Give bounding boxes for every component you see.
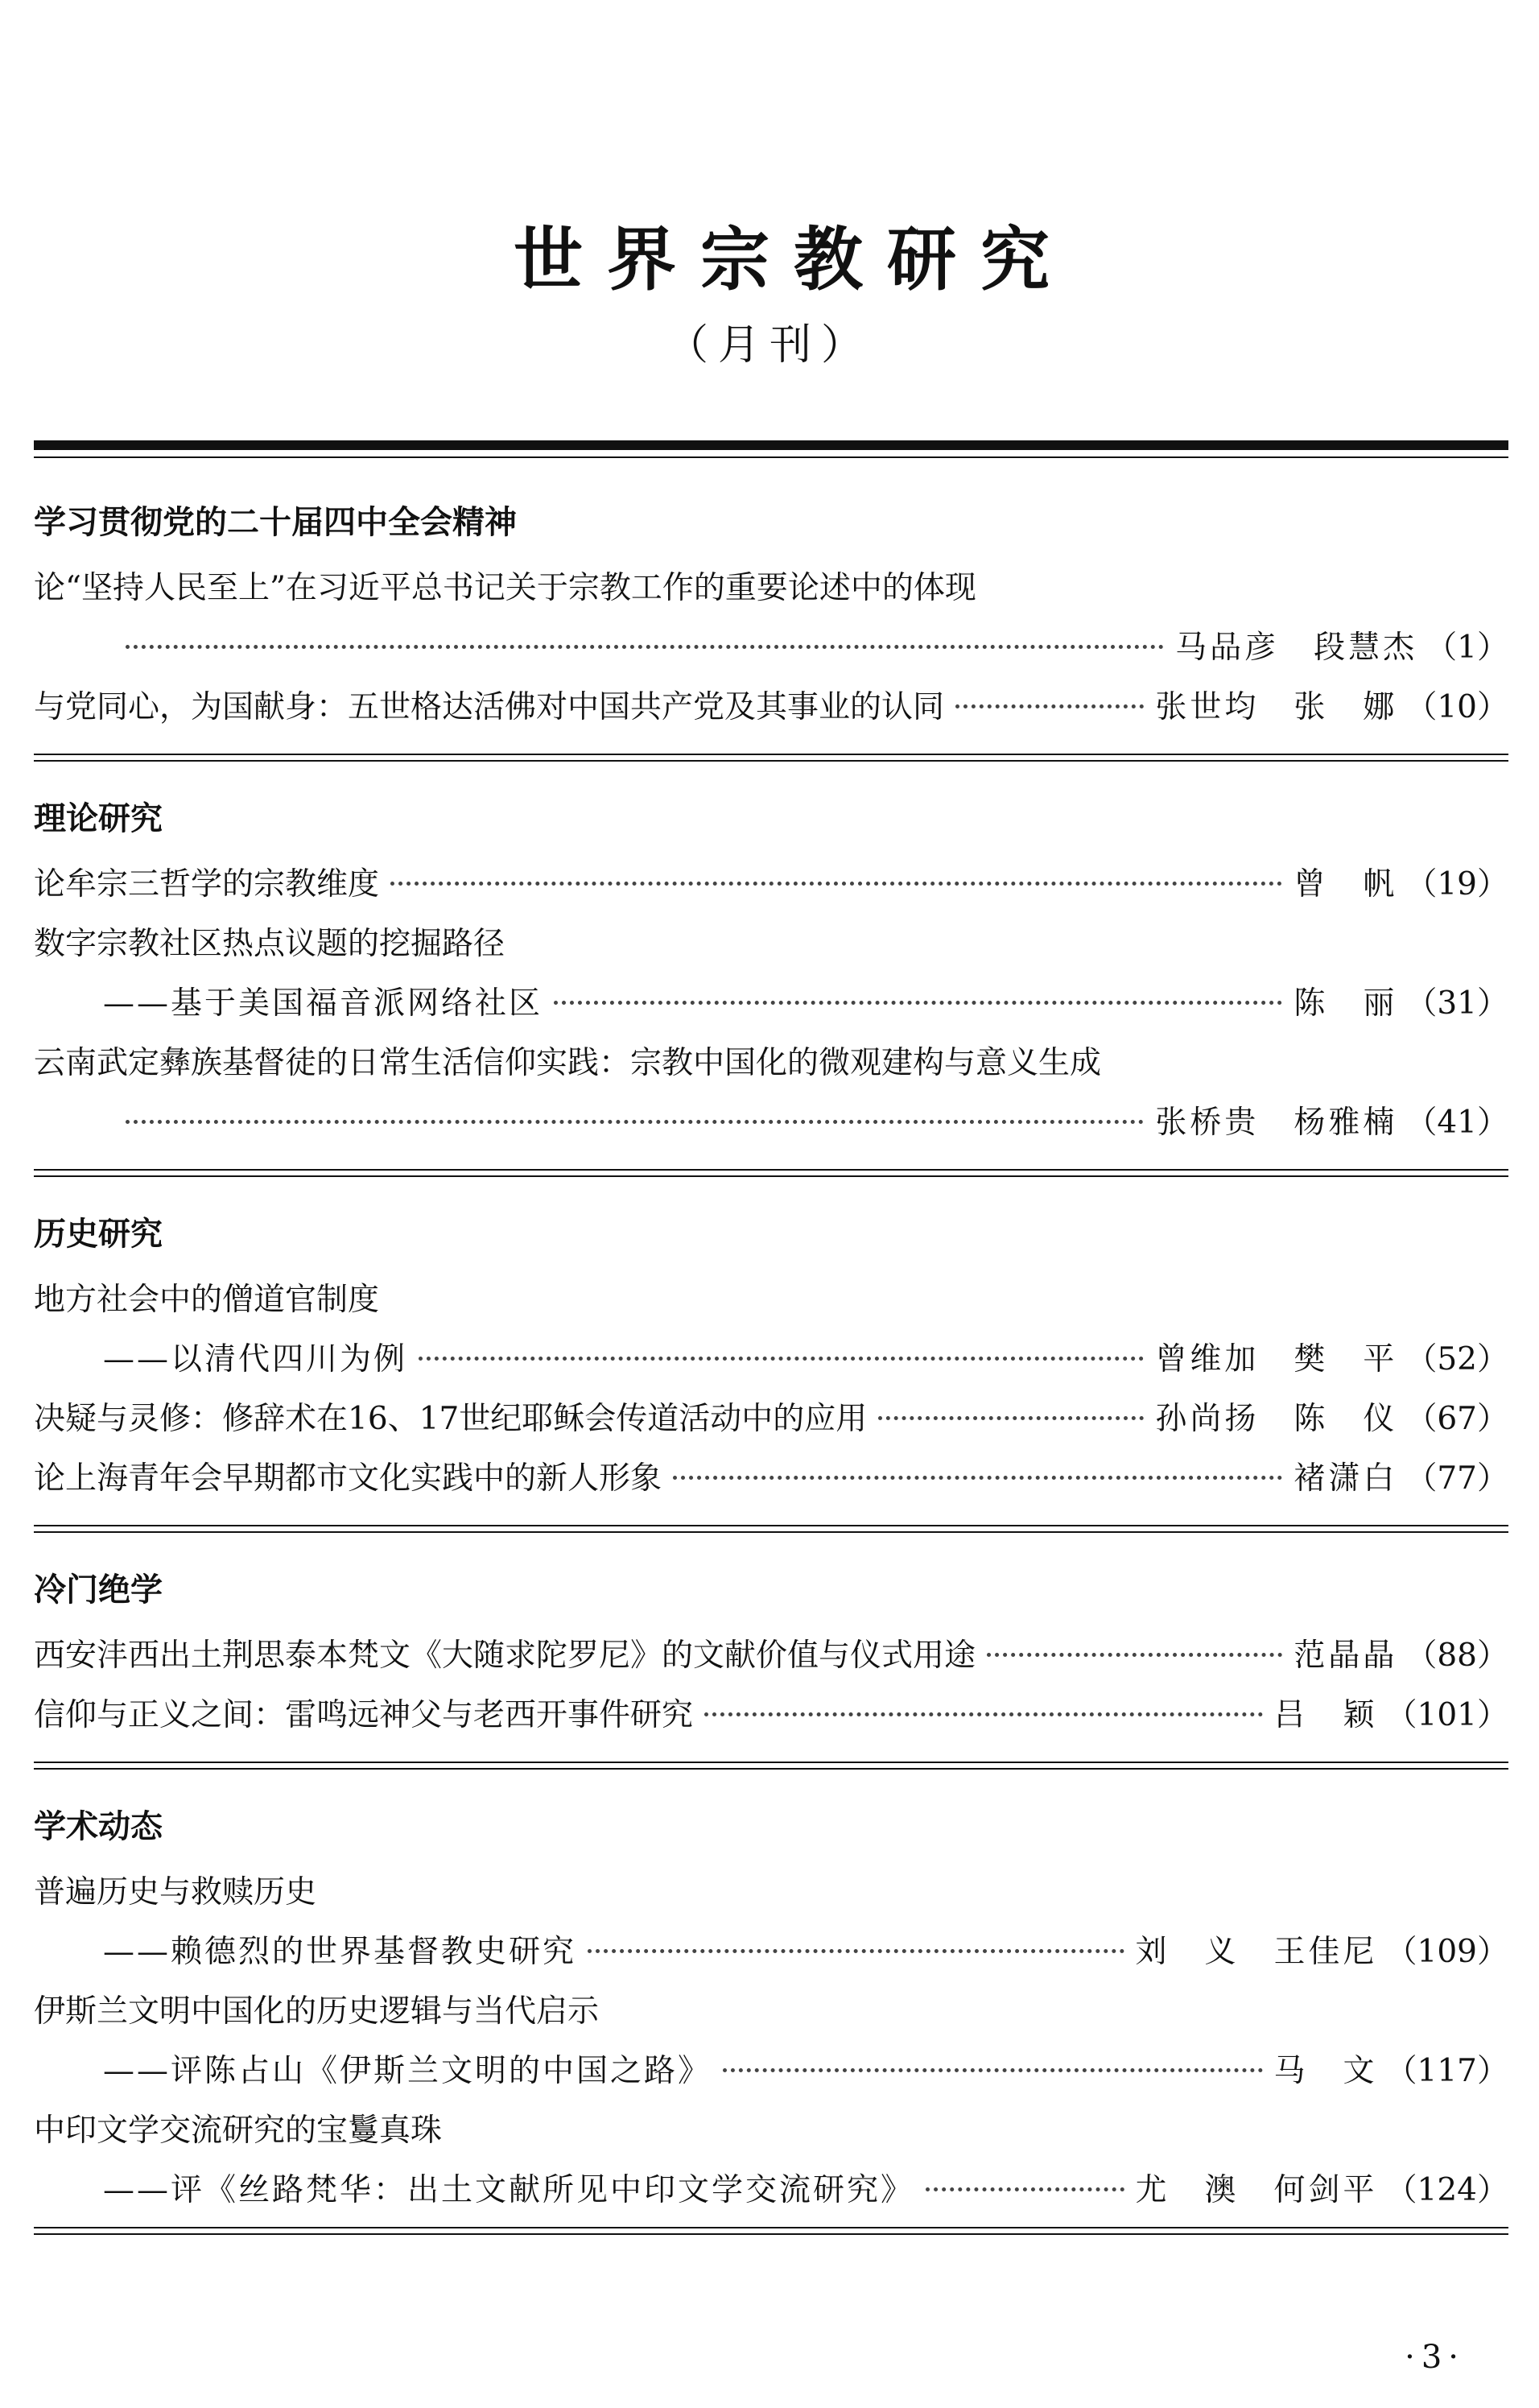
dot-leader [588, 1949, 1124, 1953]
entry-title: 论“坚持人民至上”在习近平总书记关于宗教工作的重要论述中的体现 [34, 570, 976, 606]
dot-leader [673, 1476, 1282, 1480]
section-divider [34, 2227, 1508, 2228]
section-title: 历史研究 [34, 1216, 163, 1253]
toc-entry-title-line [34, 1982, 1508, 2042]
page-number: ·3· [1405, 2339, 1465, 2376]
entry-authors: 范晶晶 [1294, 1638, 1398, 1674]
entry-title: 论牟宗三哲学的宗教维度 [34, 866, 380, 902]
header-rule-thin [34, 456, 1508, 458]
entry-title: 论上海青年会早期都市文化实践中的新人形象 [34, 1460, 662, 1497]
toc-section [34, 1177, 1508, 1525]
toc-entry-subtitle-line [34, 2161, 1508, 2220]
entry-page: （19） [1405, 866, 1508, 902]
toc-entry-title-line [34, 1270, 1508, 1330]
dot-leader [955, 704, 1144, 708]
dot-leader [926, 2187, 1124, 2191]
entry-subtitle: ——赖德烈的世界基督教史研究 [103, 1934, 577, 1970]
entry-authors: 张桥贵 杨雅楠 [1155, 1105, 1398, 1141]
dot-leader [987, 1653, 1282, 1657]
toc-entry-subtitle-line [34, 2042, 1508, 2101]
entry-subtitle: ——以清代四川为例 [103, 1341, 408, 1377]
toc-entry [34, 1390, 1508, 1449]
entry-title: 云南武定彝族基督徒的日常生活信仰实践：宗教中国化的微观建构与意义生成 [34, 1045, 1102, 1081]
entry-subtitle: ——评陈占山《伊斯兰文明的中国之路》 [103, 2053, 712, 2089]
dot-leader [126, 645, 1164, 649]
entry-authors: 孙尚扬 陈 仪 [1155, 1401, 1398, 1437]
toc-entry-title-line [34, 559, 1508, 618]
section-divider [34, 754, 1508, 755]
toc-entry-subtitle-line [34, 1330, 1508, 1390]
toc-entry-leader-line [34, 1093, 1508, 1153]
dot-leader [878, 1416, 1144, 1420]
dot-leader [390, 882, 1282, 886]
entry-page: （31） [1405, 985, 1508, 1022]
entry-page: （10） [1405, 689, 1508, 725]
dot-leader [723, 2068, 1263, 2072]
dot-leader [419, 1357, 1144, 1361]
toc-entry-subtitle-line [34, 1923, 1508, 1982]
entry-page: （67） [1405, 1401, 1508, 1437]
entry-authors: 马 文 [1273, 2053, 1378, 2089]
section-divider [34, 1762, 1508, 1763]
entry-title: 西安沣西出土荆思泰本梵文《大随求陀罗尼》的文献价值与仪式用途 [34, 1638, 976, 1674]
toc-entry-subtitle-line [34, 974, 1508, 1034]
entry-title: 数字宗教社区热点议题的挖掘路径 [34, 926, 505, 962]
dot-leader [126, 1120, 1144, 1124]
toc-entry [34, 1686, 1508, 1745]
entry-title: 中印文学交流研究的宝鬘真珠 [34, 2113, 443, 2149]
entry-title: 伊斯兰文明中国化的历史逻辑与当代启示 [34, 1993, 600, 2030]
entry-authors: 陈 丽 [1294, 985, 1398, 1022]
entry-page: （117） [1385, 2053, 1508, 2089]
section-title: 理论研究 [34, 800, 163, 837]
section-divider [34, 2233, 1508, 2235]
entry-page: （124） [1385, 2172, 1508, 2208]
entry-title: 信仰与正义之间：雷鸣远神父与老西开事件研究 [34, 1697, 694, 1733]
entry-page: （109） [1385, 1934, 1508, 1970]
toc-entry-leader-line [34, 618, 1508, 678]
entry-title: 决疑与灵修：修辞术在16、17世纪耶稣会传道活动中的应用 [34, 1401, 868, 1437]
entry-authors: 尤 澳 何剑平 [1135, 2172, 1378, 2208]
entry-subtitle: ——基于美国福音派网络社区 [103, 985, 543, 1022]
entry-page: （88） [1405, 1638, 1508, 1674]
toc-entry-title-line [34, 915, 1508, 974]
entry-title: 普遍历史与救赎历史 [34, 1874, 317, 1910]
section-title: 学习贯彻党的二十届四中全会精神 [34, 504, 517, 541]
toc-entry [34, 678, 1508, 737]
toc-section [34, 1770, 1508, 2227]
toc-entry-title-line [34, 1863, 1508, 1923]
section-title: 学术动态 [34, 1808, 163, 1845]
toc-entry-title-line [34, 1034, 1508, 1093]
toc-section [34, 762, 1508, 1169]
section-title: 冷门绝学 [34, 1572, 163, 1609]
entry-authors: 吕 颖 [1273, 1697, 1378, 1733]
entry-page: （101） [1385, 1697, 1508, 1733]
entry-page: （77） [1405, 1460, 1508, 1497]
header-rule-thick [34, 440, 1508, 450]
entry-authors: 曾维加 樊 平 [1155, 1341, 1398, 1377]
dot-leader [554, 1001, 1282, 1005]
entry-authors: 马品彦 段慧杰 [1175, 630, 1418, 666]
journal-title: 世界宗教研究 [514, 220, 1074, 300]
journal-frequency: （月刊） [666, 321, 873, 370]
section-divider [34, 1525, 1508, 1526]
table-of-contents [34, 465, 1508, 2235]
toc-entry [34, 855, 1508, 915]
toc-entry-title-line [34, 2101, 1508, 2161]
entry-authors: 褚潇白 [1294, 1460, 1398, 1497]
dot-leader [704, 1712, 1263, 1716]
entry-title: 地方社会中的僧道官制度 [34, 1282, 380, 1318]
entry-page: （41） [1405, 1105, 1508, 1141]
entry-authors: 曾 帆 [1294, 866, 1398, 902]
entry-title: 与党同心，为国献身：五世格达活佛对中国共产党及其事业的认同 [34, 689, 945, 725]
entry-page: （52） [1405, 1341, 1508, 1377]
toc-section [34, 465, 1508, 754]
toc-entry [34, 1449, 1508, 1509]
entry-authors: 张世均 张 娜 [1155, 689, 1398, 725]
toc-section [34, 1533, 1508, 1762]
entry-subtitle: ——评《丝路梵华：出土文献所见中印文学交流研究》 [103, 2172, 915, 2208]
section-divider [34, 1169, 1508, 1171]
toc-entry [34, 1626, 1508, 1686]
entry-page: （1） [1426, 630, 1508, 666]
entry-authors: 刘 义 王佳尼 [1135, 1934, 1378, 1970]
